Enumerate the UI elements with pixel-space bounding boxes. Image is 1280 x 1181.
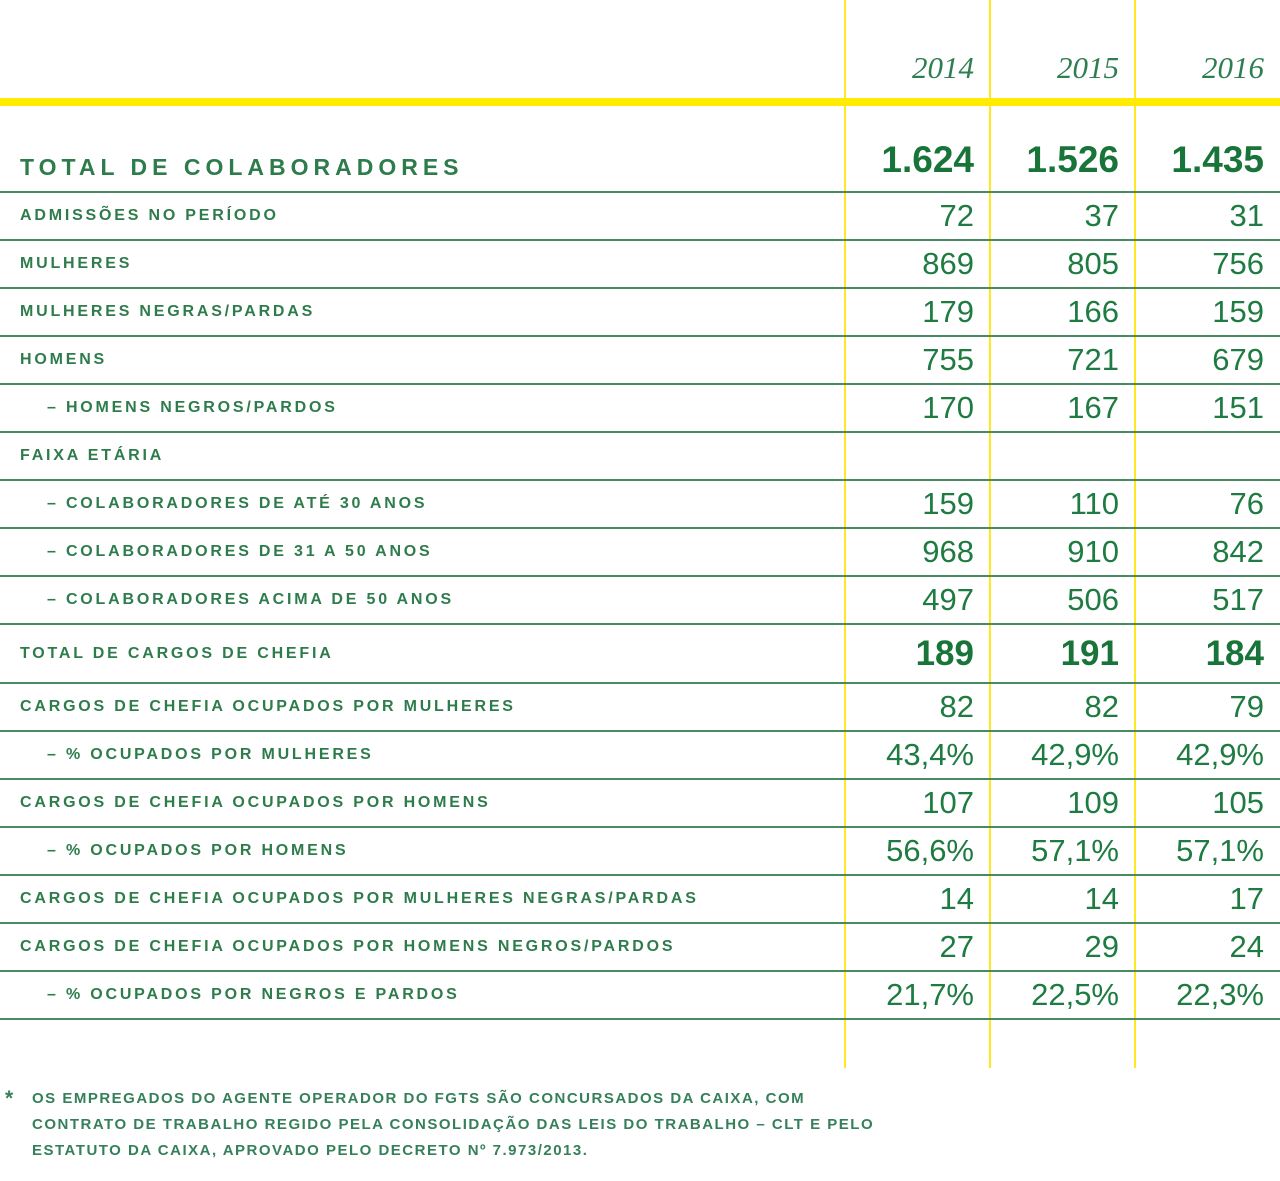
value-cell-2015: 506 <box>1067 582 1119 617</box>
table-body <box>0 106 1280 1020</box>
table-row <box>0 876 1280 924</box>
value-cell-2015: 721 <box>1067 342 1119 377</box>
value-cell-2016: 517 <box>1212 582 1264 617</box>
value-cell-2014: 1.624 <box>881 139 974 180</box>
footnote-line: ESTATUTO DA CAIXA, APROVADO PELO DECRETO Nº 7.973/2013. <box>32 1142 589 1159</box>
value-cell-2016: 679 <box>1212 342 1264 377</box>
value-cell-2014: 27 <box>939 929 974 964</box>
value-cell-2015: 1.526 <box>1026 139 1119 180</box>
year-header-2014: 2014 <box>912 50 974 85</box>
table-row <box>0 193 1280 241</box>
value-cell-2016: 42,9% <box>1176 737 1264 772</box>
row-label: TOTAL DE COLABORADORES <box>20 154 464 180</box>
value-cell-2016: 842 <box>1212 534 1264 569</box>
row-label: – HOMENS NEGROS/PARDOS <box>47 399 338 416</box>
header-yellow-rule <box>0 98 1280 106</box>
value-cell-2014: 189 <box>915 633 974 673</box>
value-cell-2015: 82 <box>1084 689 1119 724</box>
value-cell-2016: 24 <box>1229 929 1264 964</box>
value-cell-2014: 43,4% <box>886 737 974 772</box>
year-header-row <box>0 0 1280 98</box>
row-label: MULHERES <box>20 255 133 272</box>
table-row <box>0 289 1280 337</box>
table-row <box>0 780 1280 828</box>
value-cell-2014: 869 <box>922 246 974 281</box>
value-cell-2014: 107 <box>922 785 974 820</box>
row-label: MULHERES NEGRAS/PARDAS <box>20 303 316 320</box>
value-cell-2015: 42,9% <box>1031 737 1119 772</box>
value-cell-2014: 72 <box>939 198 974 233</box>
table-row <box>0 972 1280 1020</box>
value-cell-2016: 105 <box>1212 785 1264 820</box>
value-cell-2014: 497 <box>922 582 974 617</box>
table-row <box>0 433 1280 481</box>
row-label: – % OCUPADOS POR HOMENS <box>47 842 349 859</box>
value-cell-2015: 110 <box>1069 486 1119 521</box>
value-cell-2016: 159 <box>1212 294 1264 329</box>
value-cell-2015: 167 <box>1067 390 1119 425</box>
row-label: CARGOS DE CHEFIA OCUPADOS POR HOMENS NEGROS/PARDOS <box>20 938 676 955</box>
row-label: – % OCUPADOS POR MULHERES <box>47 746 374 763</box>
table-row <box>0 732 1280 780</box>
value-cell-2015: 166 <box>1067 294 1119 329</box>
value-cell-2014: 56,6% <box>886 833 974 868</box>
table-row <box>0 385 1280 433</box>
value-cell-2016: 17 <box>1229 881 1264 916</box>
row-label: CARGOS DE CHEFIA OCUPADOS POR MULHERES <box>20 698 516 715</box>
row-label: – COLABORADORES DE 31 A 50 ANOS <box>47 543 433 560</box>
value-cell-2014: 82 <box>939 689 974 724</box>
value-cell-2016: 76 <box>1229 486 1264 521</box>
table-row <box>0 529 1280 577</box>
value-cell-2015: 805 <box>1067 246 1119 281</box>
value-cell-2015: 910 <box>1067 534 1119 569</box>
value-cell-2016: 79 <box>1229 689 1264 724</box>
row-label: CARGOS DE CHEFIA OCUPADOS POR HOMENS <box>20 794 491 811</box>
value-cell-2016: 31 <box>1229 198 1264 233</box>
table-row <box>0 828 1280 876</box>
value-cell-2016: 756 <box>1212 246 1264 281</box>
value-cell-2016: 151 <box>1212 390 1264 425</box>
row-label: ADMISSÕES NO PERÍODO <box>20 207 279 224</box>
row-label: – % OCUPADOS POR NEGROS E PARDOS <box>47 986 460 1003</box>
row-label: HOMENS <box>20 351 108 368</box>
table-row <box>0 924 1280 972</box>
value-cell-2015: 109 <box>1067 785 1119 820</box>
year-header-2015: 2015 <box>1057 50 1119 85</box>
footnote-line: CONTRATO DE TRABALHO REGIDO PELA CONSOLIDAÇÃO DAS LEIS DO TRABALHO – CLT E PELO <box>32 1116 875 1133</box>
value-cell-2016: 57,1% <box>1176 833 1264 868</box>
value-cell-2015: 57,1% <box>1031 833 1119 868</box>
row-label: TOTAL DE CARGOS DE CHEFIA <box>20 644 334 662</box>
row-label: – COLABORADORES ACIMA DE 50 ANOS <box>47 591 454 608</box>
table-row <box>0 577 1280 625</box>
footnote-asterisk: * <box>5 1087 14 1110</box>
row-label: CARGOS DE CHEFIA OCUPADOS POR MULHERES NEGRAS/PARDAS <box>20 890 699 907</box>
row-label: – COLABORADORES DE ATÉ 30 ANOS <box>47 495 428 512</box>
value-cell-2014: 968 <box>922 534 974 569</box>
value-cell-2016: 1.435 <box>1171 139 1264 180</box>
footnote-text <box>32 1086 874 1164</box>
table-row <box>0 106 1280 193</box>
footnote <box>5 1086 874 1164</box>
year-header-2016: 2016 <box>1202 50 1264 85</box>
value-cell-2014: 14 <box>939 881 974 916</box>
value-cell-2015: 37 <box>1084 198 1119 233</box>
value-cell-2014: 755 <box>922 342 974 377</box>
footnote-line: OS EMPREGADOS DO AGENTE OPERADOR DO FGTS SÃO CONCURSADOS DA CAIXA, COM <box>32 1090 806 1107</box>
table-row <box>0 241 1280 289</box>
table-row <box>0 481 1280 529</box>
value-cell-2015: 29 <box>1084 929 1119 964</box>
table-row <box>0 337 1280 385</box>
table-row <box>0 684 1280 732</box>
header-spacer <box>0 0 845 98</box>
value-cell-2014: 21,7% <box>886 977 974 1012</box>
value-cell-2016: 22,3% <box>1176 977 1264 1012</box>
value-cell-2015: 191 <box>1060 633 1119 673</box>
table-row <box>0 625 1280 684</box>
value-cell-2015: 22,5% <box>1031 977 1119 1012</box>
value-cell-2015: 14 <box>1084 881 1119 916</box>
value-cell-2014: 179 <box>922 294 974 329</box>
value-cell-2014: 170 <box>922 390 974 425</box>
value-cell-2014: 159 <box>922 486 974 521</box>
value-cell-2016: 184 <box>1205 633 1264 673</box>
row-label: FAIXA ETÁRIA <box>20 447 165 464</box>
